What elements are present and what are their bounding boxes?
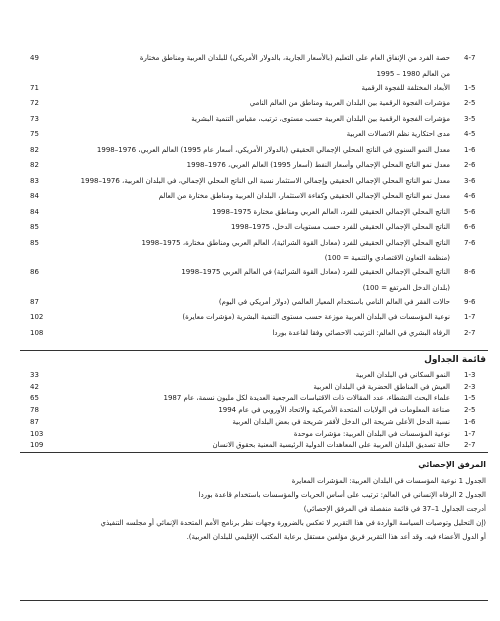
- section-divider: [20, 350, 488, 351]
- entry-number: 7-6: [464, 238, 476, 247]
- page-number: 86: [30, 268, 39, 276]
- figure-entry: [30, 190, 490, 202]
- page-number: 103: [30, 429, 44, 438]
- entry-number: 4-5: [464, 130, 476, 138]
- table-entry: [30, 369, 490, 381]
- entry-number: 4-7: [464, 54, 476, 62]
- entry-number: 9-6: [464, 297, 476, 306]
- page-number: 102: [30, 313, 44, 321]
- entry-title: نوعية المؤسسات في البلدان العربية: مؤشرات موحدة: [293, 429, 450, 438]
- entry-title: نسبة الدخل الأعلى شريحة الى الدخل لأفقر شريحة في بعض البلدان العربية: [232, 417, 450, 426]
- entry-title: مؤشرات الفجوة الرقمية بين البلدان العربية ومناطق من العالم النامي: [249, 99, 450, 107]
- entry-number: 2-5: [464, 99, 476, 107]
- figure-entry: [30, 175, 490, 187]
- page-number: 71: [30, 83, 39, 92]
- appendix-heading: المرفق الإحصائي: [418, 460, 486, 469]
- appendix-line: الجدول 1 نوعية المؤسسات في البلدان العربية: المؤشرات المعايرة: [291, 477, 486, 485]
- page-number: 84: [30, 207, 39, 216]
- entry-title: مؤشرات الفجوة الرقمية بين البلدان العربية حسب مستوى، ترتيب، مقياس التنمية البشرية: [191, 114, 450, 123]
- entry-title: الناتج المحلي الإجمالي الحقيقي للفرد (معادل القوة الشرائية) في العالم العربي 1975–1998: [181, 268, 450, 276]
- entry-title: النمو السكاني في البلدان العربية: [355, 371, 450, 379]
- entry-number: 1-5: [464, 83, 476, 92]
- entry-number: 2-3: [464, 382, 476, 391]
- figure-entry: [30, 311, 490, 323]
- appendix-line: الجدول 2 الرفاه الإنساني في العالم: ترتيب على أساس الحريات والمؤسسات باستخدام قاعدة بوردا: [198, 491, 486, 499]
- page-number: 82: [30, 145, 39, 154]
- entry-title: مدى احتكارية نظم الاتصالات العربية: [346, 130, 450, 138]
- figure-entry: [30, 266, 490, 278]
- entry-number: 1-6: [464, 145, 476, 154]
- table-entry: [30, 439, 490, 451]
- entry-title: معدل نمو الناتج المحلي الإجمالي الحقيقي وكفاءة الاستثمار، البلدان العربية ومناطق مختارة من العالم: [158, 192, 450, 200]
- table-entry: [30, 416, 490, 428]
- page-number: 85: [30, 238, 39, 247]
- entry-title: معدل النمو السنوي في الناتج المحلي الإجمالي الحقيقي (بالدولار الأمريكي، أسعار عام 1995) العالم العربي، 1976–1998: [96, 145, 450, 154]
- page-number: 83: [30, 176, 39, 185]
- footer-divider: [20, 600, 488, 601]
- entry-title-continued: من العالم 1980 – 1995: [376, 69, 450, 78]
- figure-entry: [30, 97, 490, 109]
- entry-number: 3-6: [464, 176, 476, 185]
- entry-number: 8-6: [464, 268, 476, 276]
- page-number: 87: [30, 297, 39, 306]
- figure-entry: [30, 327, 490, 339]
- disclaimer-line: أو الدول الأعضاء فيه. وقد أعد هذا التقرير فريق مؤلفين مستقل برعاية المكتب الإقليمي للبلدان العربية).: [186, 533, 486, 541]
- tables-heading: قائمة الجداول: [424, 355, 486, 365]
- figure-entry: [30, 144, 490, 156]
- entry-number: 1-7: [464, 313, 476, 321]
- entry-title: حالة تصديق البلدان العربية على المعاهدات الدولية الرئيسية المعنية بحقوق الانسان: [212, 441, 450, 450]
- entry-title-continued: (منظمة التعاون الاقتصادي والتنمية = 100): [324, 254, 450, 262]
- entry-continuation: [30, 68, 490, 80]
- page-number: 75: [30, 130, 39, 138]
- entry-title: العيش في المناطق الحضرية في البلدان العربية: [313, 382, 450, 391]
- entry-number: 2-5: [464, 406, 476, 415]
- page-number: 108: [30, 328, 44, 337]
- entry-number: 2-6: [464, 161, 476, 169]
- entry-title: حالات الفقر في العالم النامي باستخدام المعيار العالمي (دولار أمريكي في اليوم): [218, 297, 450, 306]
- page-number: 85: [30, 223, 39, 231]
- entry-number: 2-7: [464, 441, 476, 450]
- entry-title: نوعية المؤسسات في البلدان العربية موزعة حسب مستوى التنمية البشرية (مؤشرات معايرة): [182, 313, 450, 321]
- figure-entry: [30, 128, 490, 140]
- page-number: 82: [30, 161, 39, 169]
- page-number: 72: [30, 99, 39, 107]
- table-entry: [30, 381, 490, 393]
- table-entry: [30, 428, 490, 440]
- figure-entry: [30, 113, 490, 125]
- entry-number: 2-7: [464, 328, 476, 337]
- entry-number: 1-5: [464, 394, 476, 403]
- page-number: 42: [30, 382, 39, 391]
- figure-entry: [30, 52, 490, 64]
- entry-title: علماء البحث النشطاء، عدد المقالات ذات الاقتباسات المرجعية العديدة لكل مليون نسمة، عام 1987: [163, 394, 450, 403]
- entry-number: 6-6: [464, 223, 476, 231]
- entry-number: 1-6: [464, 417, 476, 426]
- page-number: 49: [30, 54, 39, 62]
- table-entry: [30, 392, 490, 404]
- figure-entry: [30, 237, 490, 249]
- entry-title: حصة الفرد من الإنفاق العام على التعليم (بالأسعار الجارية، بالدولار الأمريكي) للبلدان العربية ومناطق مختارة: [139, 54, 450, 62]
- entry-title: الرفاه البشري في العالم: الترتيب الاحصائي وفقا لقاعدة بوردا: [272, 328, 450, 337]
- entry-number: 4-6: [464, 192, 476, 200]
- figure-entry: [30, 206, 490, 218]
- entry-continuation: [30, 252, 490, 264]
- page-number: 78: [30, 406, 39, 415]
- table-entry: [30, 404, 490, 416]
- page-number: 33: [30, 371, 39, 379]
- entry-number: 1-3: [464, 371, 476, 379]
- entry-title: معدل نمو الناتج المحلي الإجمالي الحقيقي وإجمالي الاستثمار نسبة الى الناتج المحلي الإجمالي، في البلدان العربية، 1976–1998: [80, 176, 450, 185]
- figure-entry: [30, 221, 490, 233]
- entry-continuation: [30, 282, 490, 294]
- entry-number: 3-5: [464, 114, 476, 123]
- entry-title: معدل نمو الناتج المحلي الإجمالي وأسعار النفط (أسعار 1995) العالم العربي، 1976–1998: [186, 161, 450, 169]
- disclaimer-line: (إن التحليل وتوصيات السياسة الواردة في هذا التقرير لا تعكس بالضرورة وجهات نظر برنامج الأمم المتحدة الإنمائي أو مجلسه التنفيذي: [100, 519, 486, 527]
- entry-number: 1-7: [464, 429, 476, 438]
- entry-title: صناعة المعلومات في الولايات المتحدة الأمريكية والاتحاد الأوروبي في عام 1994: [218, 406, 450, 415]
- entry-title: الناتج المحلي الإجمالي الحقيقي للفرد حسب مستويات الدخل، 1975–1998: [230, 223, 450, 231]
- page-number: 87: [30, 417, 39, 426]
- page-number: 84: [30, 192, 39, 200]
- entry-title: الأبعاد المختلفة للفجوة الرقمية: [361, 83, 450, 92]
- entry-title: الناتج المحلي الإجمالي الحقيقي للفرد (معادل القوة الشرائية)، العالم العربي ومناطق مختارة، 1975–1998: [141, 238, 450, 247]
- figure-entry: [30, 296, 490, 308]
- page-number: 73: [30, 114, 39, 123]
- page-number: 65: [30, 394, 39, 403]
- entry-number: 5-6: [464, 207, 476, 216]
- figure-entry: [30, 159, 490, 171]
- figure-entry: [30, 82, 490, 94]
- entry-title-continued: (بلدان الدخل المرتفع = 100): [362, 283, 450, 292]
- page-number: 109: [30, 441, 44, 450]
- appendix-line: أدرجت الجداول 1–37 في قائمة منفصلة في المرفق الإحصائي): [303, 505, 486, 513]
- entry-title: الناتج المحلي الإجمالي الحقيقي للفرد، العالم العربي ومناطق مختارة 1975–1998: [212, 207, 450, 216]
- section-divider: [20, 452, 488, 453]
